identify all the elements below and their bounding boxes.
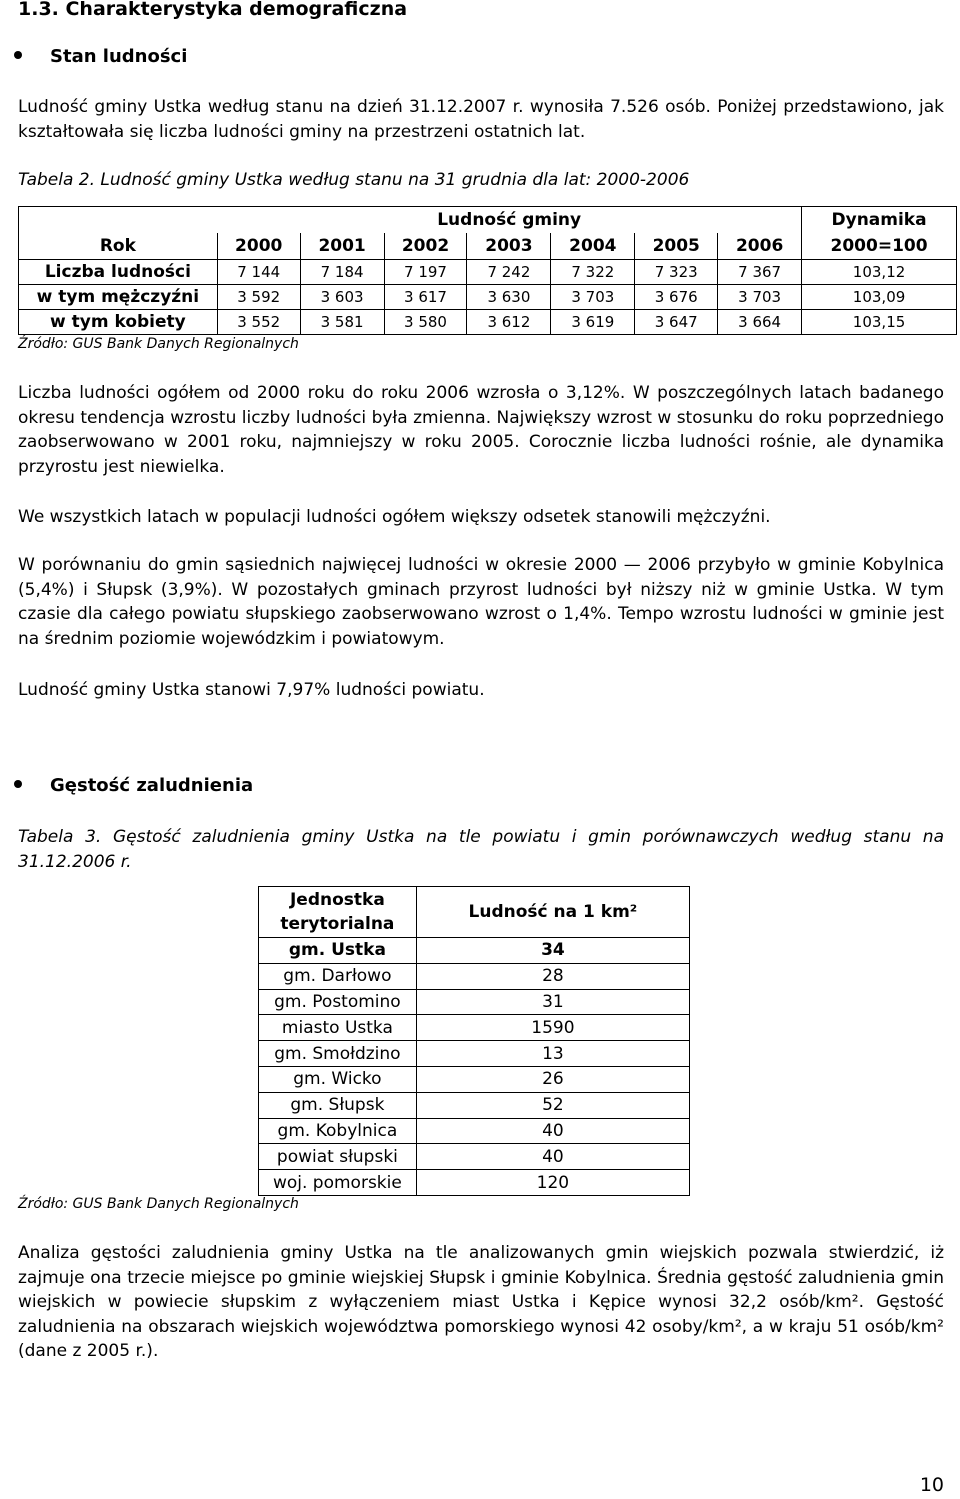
density-cell: 40 [416, 1118, 689, 1144]
cell: 7 144 [217, 260, 300, 285]
cell: 3 664 [718, 310, 802, 335]
dynamics-cell: 103,12 [802, 260, 957, 285]
cell: 7 242 [467, 260, 551, 285]
row-label-header: Rok [19, 233, 218, 260]
table-row [259, 1015, 690, 1041]
cell: 7 184 [300, 260, 384, 285]
cell: 7 323 [635, 260, 718, 285]
unit-cell: gm. Wicko [259, 1066, 417, 1092]
unit-cell: gm. Smołdzino [259, 1041, 417, 1067]
cell: 3 580 [384, 310, 467, 335]
table3-source: Źródło: GUS Bank Danych Regionalnych [18, 1196, 299, 1212]
cell: 3 647 [635, 310, 718, 335]
cell: 3 703 [718, 285, 802, 310]
density-cell: 120 [416, 1170, 689, 1196]
density-cell: 26 [416, 1066, 689, 1092]
paragraph-comparison: W porównaniu do gmin sąsiednich najwięcej ludności w okresie 2000 — 2006 przybyło w gminie Kobylnica (5,4%) i Słupsk (3,9%). W pozostałych gminach przyrost ludności był niższy niż w gminie Ustka. W tym czasie dla całego powiatu słupskiego zaobserwowano wzrost o 1,4%. Tempo wzrostu ludności w gminie jest na średnim poziomie wojewódzkim i powiatowym. [18, 555, 944, 649]
year-header: 2000 [217, 233, 300, 260]
table-row [19, 310, 957, 335]
dynamics-header-1: Dynamika [802, 207, 957, 234]
empty-header-cell [19, 207, 218, 234]
year-header: 2003 [467, 233, 551, 260]
table2-caption: Tabela 2. Ludność gminy Ustka według stanu na 31 grudnia dla lat: 2000-2006 [18, 170, 690, 190]
unit-cell: powiat słupski [259, 1144, 417, 1170]
population-table [18, 206, 957, 335]
unit-cell: woj. pomorskie [259, 1170, 417, 1196]
table-row [259, 1092, 690, 1118]
row-label: Liczba ludności [19, 260, 218, 285]
table-row [259, 1144, 690, 1170]
year-header: 2006 [718, 233, 802, 260]
density-cell: 13 [416, 1041, 689, 1067]
table-row [259, 1170, 690, 1196]
density-cell: 52 [416, 1092, 689, 1118]
density-header: Ludność na 1 km² [416, 887, 689, 938]
page-number: 10 [919, 1474, 944, 1496]
table-row [259, 1066, 690, 1092]
table-row [19, 285, 957, 310]
unit-cell: miasto Ustka [259, 1015, 417, 1041]
year-header: 2005 [635, 233, 718, 260]
cell: 3 592 [217, 285, 300, 310]
table-row [19, 260, 957, 285]
table-row [259, 963, 690, 989]
unit-cell: gm. Słupsk [259, 1092, 417, 1118]
dynamics-header-2: 2000=100 [802, 233, 957, 260]
year-header: 2004 [551, 233, 635, 260]
paragraph-density-analysis: Analiza gęstości zaludnienia gminy Ustka na tle analizowanych gmin wiejskich pozwala stwierdzić, iż zajmuje ona trzecie miejsce po gminie wiejskiej Słupsk i gminie Kobylnica. Średnia gęstość zaludnienia gmin wiejskich w powiecie słupskim z wyłączeniem miast Ustka i Kępice wynosi 32,2 osób/km². Gęstość zaludnienia na obszarach wiejskich województwa pomorskiego wynosi 42 osoby/km², a w kraju 51 osób/km² (dane z 2005 r.). [18, 1243, 944, 1361]
cell: 3 603 [300, 285, 384, 310]
dynamics-cell: 103,09 [802, 285, 957, 310]
paragraph-county-share: Ludność gminy Ustka stanowi 7,97% ludności powiatu. [18, 680, 485, 700]
cell: 3 630 [467, 285, 551, 310]
group-header: Ludność gminy [217, 207, 801, 234]
paragraph-growth: Liczba ludności ogółem od 2000 roku do roku 2006 wzrosła o 3,12%. W poszczególnych latach badanego okresu tendencja wzrostu liczby ludności była zmienna. Największy wzrost w stosunku do roku poprzedniego zaobserwowano w 2001 roku, najmniejszy w roku 2005. Corocznie liczba ludności rośnie, ale dynamika przyrostu jest niewielka. [18, 383, 944, 477]
density-cell: 34 [416, 938, 689, 964]
bullet-label: Gęstość zaludnienia [50, 775, 254, 796]
density-cell: 1590 [416, 1015, 689, 1041]
table-row [259, 1041, 690, 1067]
table-row [259, 989, 690, 1015]
dynamics-cell: 103,15 [802, 310, 957, 335]
table-row [259, 1118, 690, 1144]
cell: 3 703 [551, 285, 635, 310]
cell: 3 612 [467, 310, 551, 335]
cell: 3 617 [384, 285, 467, 310]
unit-header: Jednostka terytorialna [259, 887, 417, 938]
cell: 7 322 [551, 260, 635, 285]
bullet-icon [14, 51, 22, 59]
cell: 3 676 [635, 285, 718, 310]
cell: 3 619 [551, 310, 635, 335]
cell: 7 197 [384, 260, 467, 285]
row-label: w tym mężczyźni [19, 285, 218, 310]
bullet-label: Stan ludności [50, 46, 188, 67]
bullet-heading-density [14, 775, 253, 796]
cell: 7 367 [718, 260, 802, 285]
table-row [259, 938, 690, 964]
table3-caption: Tabela 3. Gęstość zaludnienia gminy Ustka na tle powiatu i gmin porównawczych według stanu na 31.12.2006 r. [18, 827, 944, 872]
density-cell: 40 [416, 1144, 689, 1170]
density-cell: 28 [416, 963, 689, 989]
section-title: 1.3. Charakterystyka demograficzna [18, 0, 408, 20]
year-header: 2002 [384, 233, 467, 260]
unit-cell: gm. Darłowo [259, 963, 417, 989]
cell: 3 552 [217, 310, 300, 335]
density-table [258, 886, 690, 1196]
density-cell: 31 [416, 989, 689, 1015]
row-label: w tym kobiety [19, 310, 218, 335]
unit-cell: gm. Ustka [259, 938, 417, 964]
bullet-icon [14, 780, 22, 788]
table2-source: Źródło: GUS Bank Danych Regionalnych [18, 336, 299, 352]
unit-cell: gm. Kobylnica [259, 1118, 417, 1144]
paragraph-intro: Ludność gminy Ustka według stanu na dzień 31.12.2007 r. wynosiła 7.526 osób. Poniżej przedstawiono, jak kształtowała się liczba ludności gminy na przestrzeni ostatnich lat. [18, 97, 944, 142]
paragraph-men-share: We wszystkich latach w populacji ludności ogółem większy odsetek stanowili mężczyźni. [18, 507, 771, 527]
cell: 3 581 [300, 310, 384, 335]
bullet-heading-population [14, 46, 187, 67]
year-header: 2001 [300, 233, 384, 260]
unit-cell: gm. Postomino [259, 989, 417, 1015]
